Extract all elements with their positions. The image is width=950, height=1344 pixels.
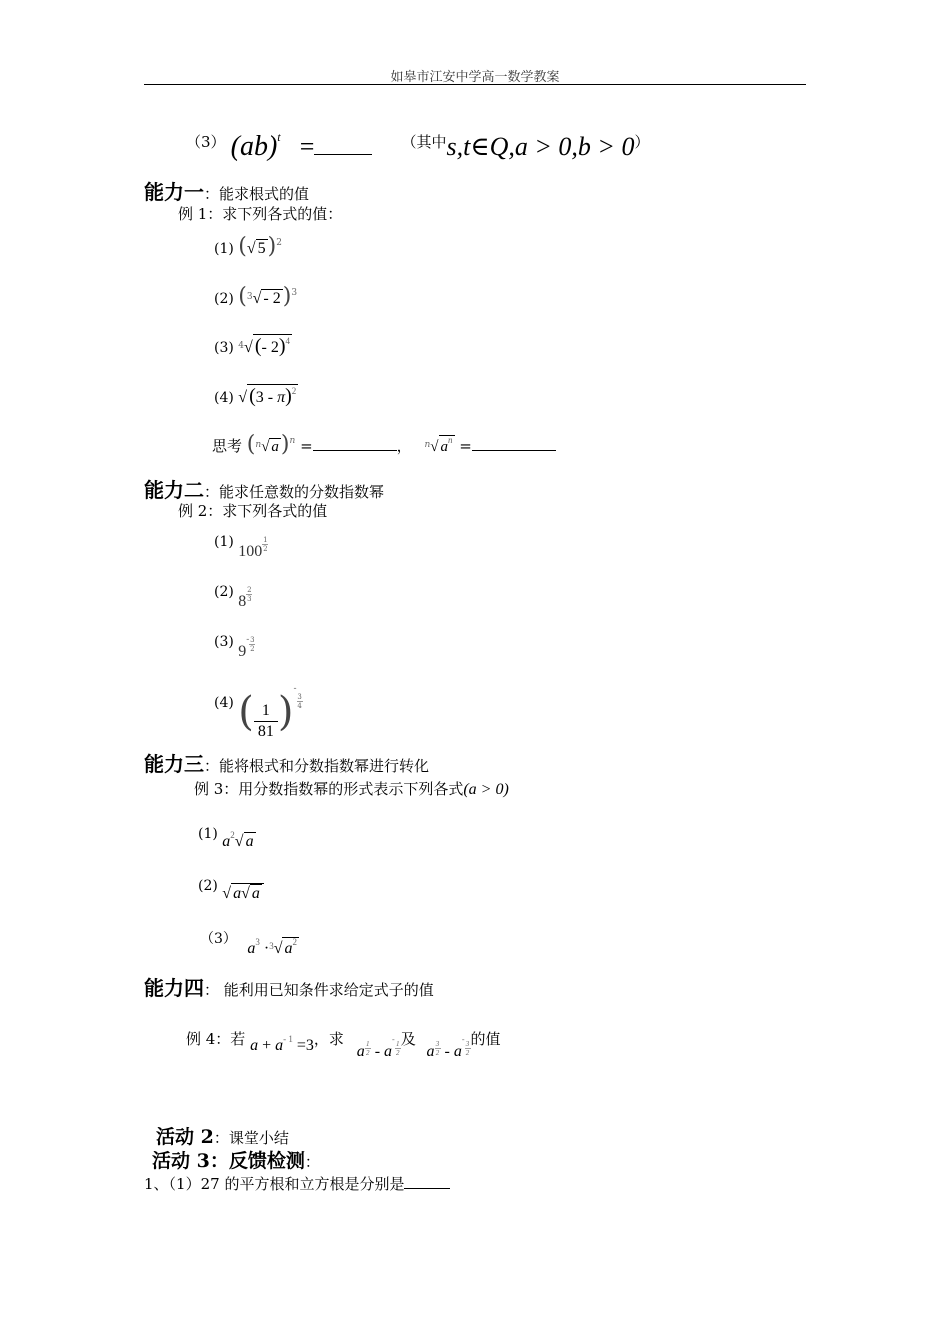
ex1-item-3: (3) $^4$√ (- 2)$^4$ bbox=[214, 335, 290, 357]
ability-3-title: 能力三 bbox=[144, 752, 204, 776]
header-divider bbox=[144, 84, 806, 85]
formula-3-cond-close: ） bbox=[634, 133, 650, 151]
example-1-text: 例 1：求下列各式的值： bbox=[178, 205, 343, 223]
ex1-item-4: (4) √ (3 - π)$^2$ bbox=[214, 385, 297, 407]
ex1-item-3-label: (3) bbox=[214, 340, 234, 356]
think-label: 思考 bbox=[212, 437, 243, 455]
ex3-item-2: (2) √ a√ a bbox=[198, 878, 264, 903]
think-blank-2 bbox=[472, 450, 556, 451]
example-2-text: 例 2：求下列各式的值 bbox=[178, 502, 328, 520]
think-blank-1 bbox=[313, 450, 397, 451]
ex2-item-1: (1) 100 $\frac{1}{2}$ bbox=[214, 534, 268, 560]
ability-4-desc: ： 能利用已知条件求给定式子的值 bbox=[204, 981, 434, 999]
ability-1-heading bbox=[144, 176, 309, 205]
activity-2-desc: ：课堂小结 bbox=[213, 1129, 289, 1147]
ex2-item-2-label: (2) bbox=[214, 584, 234, 600]
ability-4-heading bbox=[144, 972, 434, 1001]
formula-3-label: （3） bbox=[186, 133, 226, 151]
example-4-line: 例 4：若 $a + a^{- 1} =3$，求 a $\frac{1}{2}$ - a- $\frac{1}{2}$ 及 a $\frac{3}{2}$ - a- $\frac{3}{2}$ 的值 bbox=[186, 1030, 501, 1060]
page-header-title: 如皋市江安中学高一数学教案 bbox=[390, 70, 560, 85]
ability-1-desc: ：能求根式的值 bbox=[204, 185, 310, 203]
ex1-item-2: (2) ($^3$√ - 2)$^3$ bbox=[214, 284, 298, 309]
question-1-line bbox=[144, 1173, 450, 1194]
example-4-label: 例 4：若 bbox=[186, 1030, 246, 1048]
activity-3-heading bbox=[152, 1146, 320, 1173]
ex3-item-3: （3） $a^3 \cdot^3√$ $a^2$ bbox=[200, 931, 297, 957]
ability-4-title: 能力四 bbox=[144, 976, 204, 1000]
ex1-item-2-label: (2) bbox=[214, 291, 234, 307]
example-4-tail: 的值 bbox=[470, 1030, 501, 1048]
think-eq-1: = bbox=[300, 437, 313, 455]
ex1-item-4-label: (4) bbox=[214, 390, 234, 406]
formula-3-exp: t bbox=[277, 130, 281, 144]
ability-2-heading bbox=[144, 474, 384, 503]
formula-3-expr: (ab) bbox=[230, 131, 278, 162]
ex1-item-1: (1) (√ 5)$^2$ bbox=[214, 234, 282, 259]
ability-2-title: 能力二 bbox=[144, 478, 204, 502]
example-3-text: 例 3：用分数指数幂的形式表示下列各式 bbox=[194, 780, 464, 798]
ex3-item-2-label: (2) bbox=[198, 878, 218, 894]
ability-3-heading bbox=[144, 748, 429, 777]
activity-2-title: 活动 2 bbox=[156, 1126, 214, 1148]
formula-3-cond: s,t∈Q,a > 0,b > 0 bbox=[446, 132, 635, 161]
ability-1-title: 能力一 bbox=[144, 180, 204, 204]
formula-3-line bbox=[186, 130, 650, 163]
ex2-item-4-label: (4) bbox=[214, 695, 234, 711]
example-4-and: 及 bbox=[400, 1030, 416, 1048]
formula-3-cond-open: （其中 bbox=[401, 133, 447, 151]
ability-3-desc: ：能将根式和分数指数幂进行转化 bbox=[204, 757, 430, 775]
ex2-item-4: (4) ( $\frac{1}{81}$ )- $\frac{3}{4}$ bbox=[214, 684, 302, 740]
example-3-line bbox=[194, 778, 509, 799]
ex2-item-3: (3) 9- $\frac{3}{2}$ bbox=[214, 634, 255, 660]
ex3-item-1: (1) $a^2√$ a bbox=[198, 826, 254, 850]
think-sep: ， bbox=[396, 437, 412, 455]
activity-2-heading bbox=[156, 1122, 289, 1149]
formula-3-eq: = bbox=[299, 132, 315, 161]
example-4-ask: ，求 bbox=[313, 1030, 344, 1048]
ex3-item-1-label: (1) bbox=[198, 826, 218, 842]
think-line: 思考 ($^n$√ a)$^n$ = ， $^n$√ $a^n$ = bbox=[212, 432, 556, 457]
example-3-cond: (a > 0) bbox=[463, 781, 509, 798]
activity-3-desc: ： bbox=[304, 1153, 320, 1171]
ex1-item-1-label: (1) bbox=[214, 241, 234, 257]
ex2-item-1-label: (1) bbox=[214, 534, 234, 550]
question-1-blank bbox=[404, 1188, 450, 1189]
formula-3-blank bbox=[314, 154, 372, 155]
activity-3-title: 活动 3：反馈检测 bbox=[152, 1150, 305, 1172]
question-1-text: 1、（1）27 的平方根和立方根是分别是 bbox=[144, 1175, 405, 1193]
ex2-item-3-label: (3) bbox=[214, 634, 234, 650]
ability-2-desc: ：能求任意数的分数指数幂 bbox=[204, 483, 385, 501]
ex2-item-2: (2) 8 $\frac{2}{3}$ bbox=[214, 584, 252, 610]
ex3-item-3-label: （3） bbox=[200, 931, 237, 947]
think-eq-2: = bbox=[459, 437, 472, 455]
